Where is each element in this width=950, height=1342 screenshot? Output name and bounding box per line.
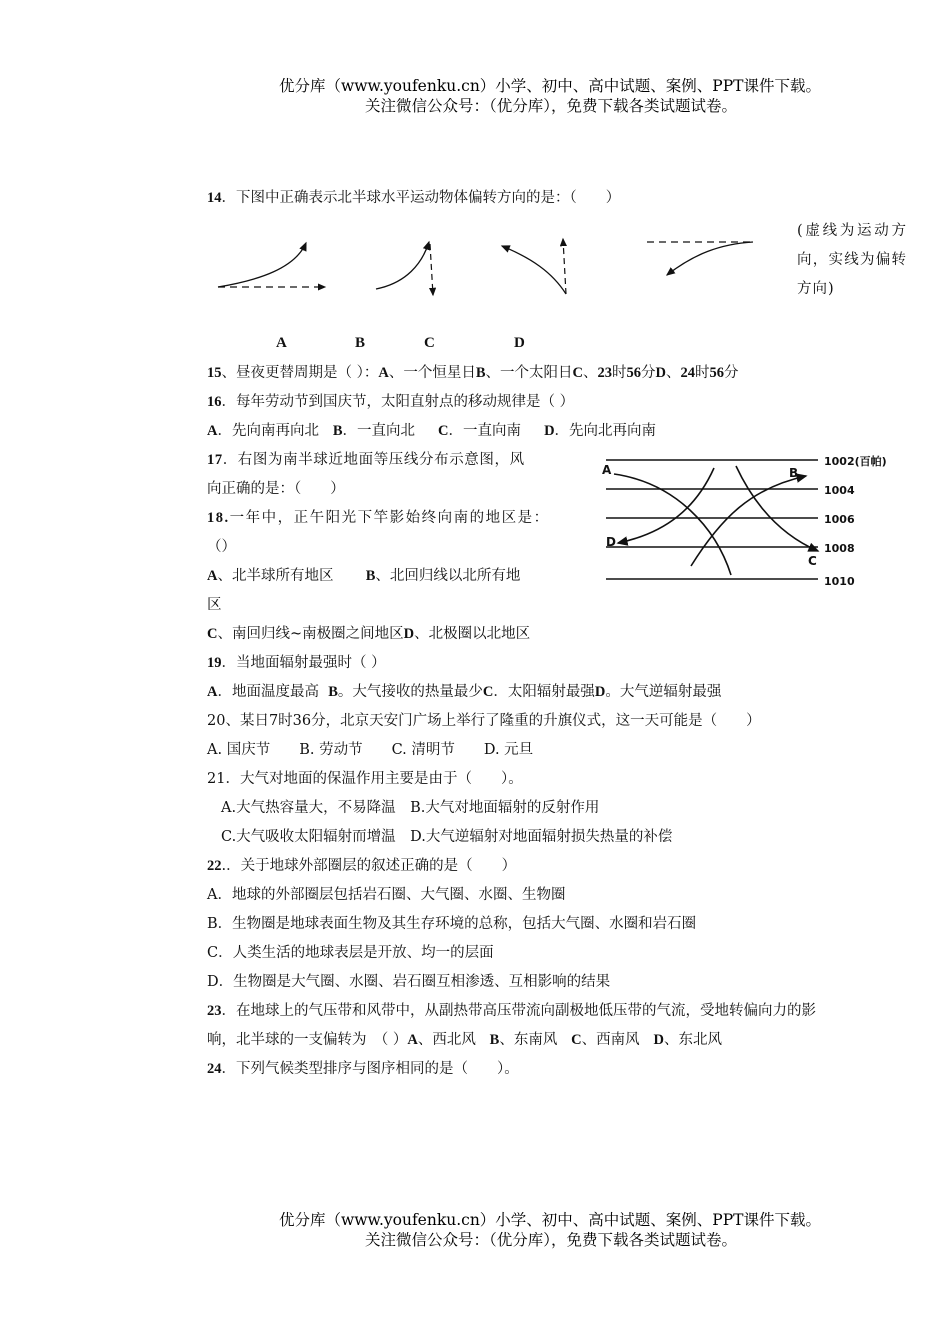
- q16-options: A．先向南再向北 B．一直向北 C．一直向南 D．先向北再向南: [207, 423, 657, 439]
- q19-stem: 19．当地面辐射最强时（ ）: [207, 655, 386, 671]
- wind-label-a: A: [602, 463, 612, 477]
- footer-line-1: 优分库（www.youfenku.cn）小学、初中、高中试题、案例、PPT课件下载。: [278, 1211, 822, 1229]
- q14-option-d-figure: [647, 242, 753, 275]
- q22-option-c: C．人类生活的地球表层是开放、均一的层面: [207, 945, 494, 961]
- q15-line: 15、昼夜更替周期是（ ）：A、一个恒星日B、一个太阳日C、23时56分D、24时56分: [207, 365, 739, 381]
- wind-arrow-c: [736, 466, 818, 551]
- q14-option-c-figure: [502, 239, 566, 294]
- q18-options-ab: A、北半球所有地区 B、北回归线以北所有地: [207, 568, 521, 584]
- q14-note: (虚线为运动方向，实线为偏转方向): [797, 223, 907, 297]
- q14-label-b: B: [355, 335, 366, 351]
- q17-isobar-diagram: [596, 448, 916, 598]
- q17-stem-2: 向正确的是：（ ）: [207, 481, 345, 497]
- q18-stem-1: 18.一年中，正午阳光下竿影始终向南的地区是：: [207, 510, 550, 526]
- q14-label-a: A: [276, 335, 287, 351]
- q21-options-cd: C.大气吸收太阳辐射而增温 D.大气逆辐射对地面辐射损失热量的补偿: [221, 829, 673, 845]
- q22-option-b: B．生物圈是地球表面生物及其生存环境的总称，包括大气圈、水圈和岩石圈: [207, 916, 697, 932]
- q22-stem: 22.．关于地球外部圈层的叙述正确的是（ ）: [207, 858, 517, 874]
- q16-stem: 16．每年劳动节到国庆节，太阳直射点的移动规律是（ ）: [207, 394, 575, 410]
- q18-stem-2: （）: [207, 539, 236, 555]
- header-line-2: 关注微信公众号：（优分库），免费下载各类试题试卷。: [364, 97, 737, 115]
- q20-stem: 20、某日7时36分，北京天安门广场上举行了隆重的升旗仪式，这一天可能是（ ）: [207, 713, 761, 729]
- isobar-label-1002: 1002(百帕): [824, 455, 887, 468]
- header-line-1: 优分库（www.youfenku.cn）小学、初中、高中试题、案例、PPT课件下载。: [278, 77, 822, 95]
- q21-stem: 21．大气对地面的保温作用主要是由于（ ）。: [207, 771, 523, 787]
- q23-stem-1: 23．在地球上的气压带和风带中，从副热带高压带流向副极地低压带的气流，受地转偏向力的影: [207, 1003, 816, 1019]
- isobar-label-1008: 1008: [824, 542, 855, 555]
- q21-options-ab: A.大气热容量大，不易降温 B.大气对地面辐射的反射作用: [221, 800, 600, 816]
- footer-line-2: 关注微信公众号：（优分库），免费下载各类试题试卷。: [364, 1231, 737, 1249]
- isobar-label-1004: 1004: [824, 484, 855, 497]
- q14-diagram: [200, 228, 780, 308]
- q24-stem: 24．下列气候类型排序与图序相同的是（ ）。: [207, 1061, 519, 1077]
- q14-option-a-figure: [218, 243, 325, 287]
- q14-stem: 14．下图中正确表示北半球水平运动物体偏转方向的是：（ ）: [207, 190, 621, 206]
- q18-option-b-wrap: 区: [207, 597, 222, 613]
- q20-options: A. 国庆节 B. 劳动节 C. 清明节 D. 元旦: [207, 742, 534, 758]
- q14-option-b-figure: [376, 242, 433, 295]
- isobar-label-1006: 1006: [824, 513, 855, 526]
- wind-label-b: B: [789, 466, 799, 480]
- q22-option-a: A．地球的外部圈层包括岩石圈、大气圈、水圈、生物圈: [207, 887, 566, 903]
- q14-label-c: C: [424, 335, 435, 351]
- q23-stem-2-options: 响，北半球的一支偏转为 （ ）A、西北风 B、东南风 C、西南风 D、东北风: [207, 1032, 722, 1048]
- wind-label-d: D: [606, 535, 616, 549]
- wind-label-c: C: [808, 554, 817, 568]
- wind-arrow-d: [618, 468, 714, 543]
- q19-options: A．地面温度最高 B。大气接收的热量最少C．太阳辐射最强D。大气逆辐射最强: [207, 684, 722, 700]
- isobar-label-1010: 1010: [824, 575, 855, 588]
- header-top: [0, 76, 950, 116]
- q18-options-cd: C、南回归线~南极圈之间地区D、北极圈以北地区: [207, 626, 531, 642]
- header-bottom: [0, 1210, 950, 1250]
- q22-option-d: D．生物圈是大气圈、水圈、岩石圈互相渗透、互相影响的结果: [207, 974, 611, 990]
- q17-stem-1: 17．右图为南半球近地面等压线分布示意图，风: [207, 452, 525, 468]
- q14-label-d: D: [514, 335, 525, 351]
